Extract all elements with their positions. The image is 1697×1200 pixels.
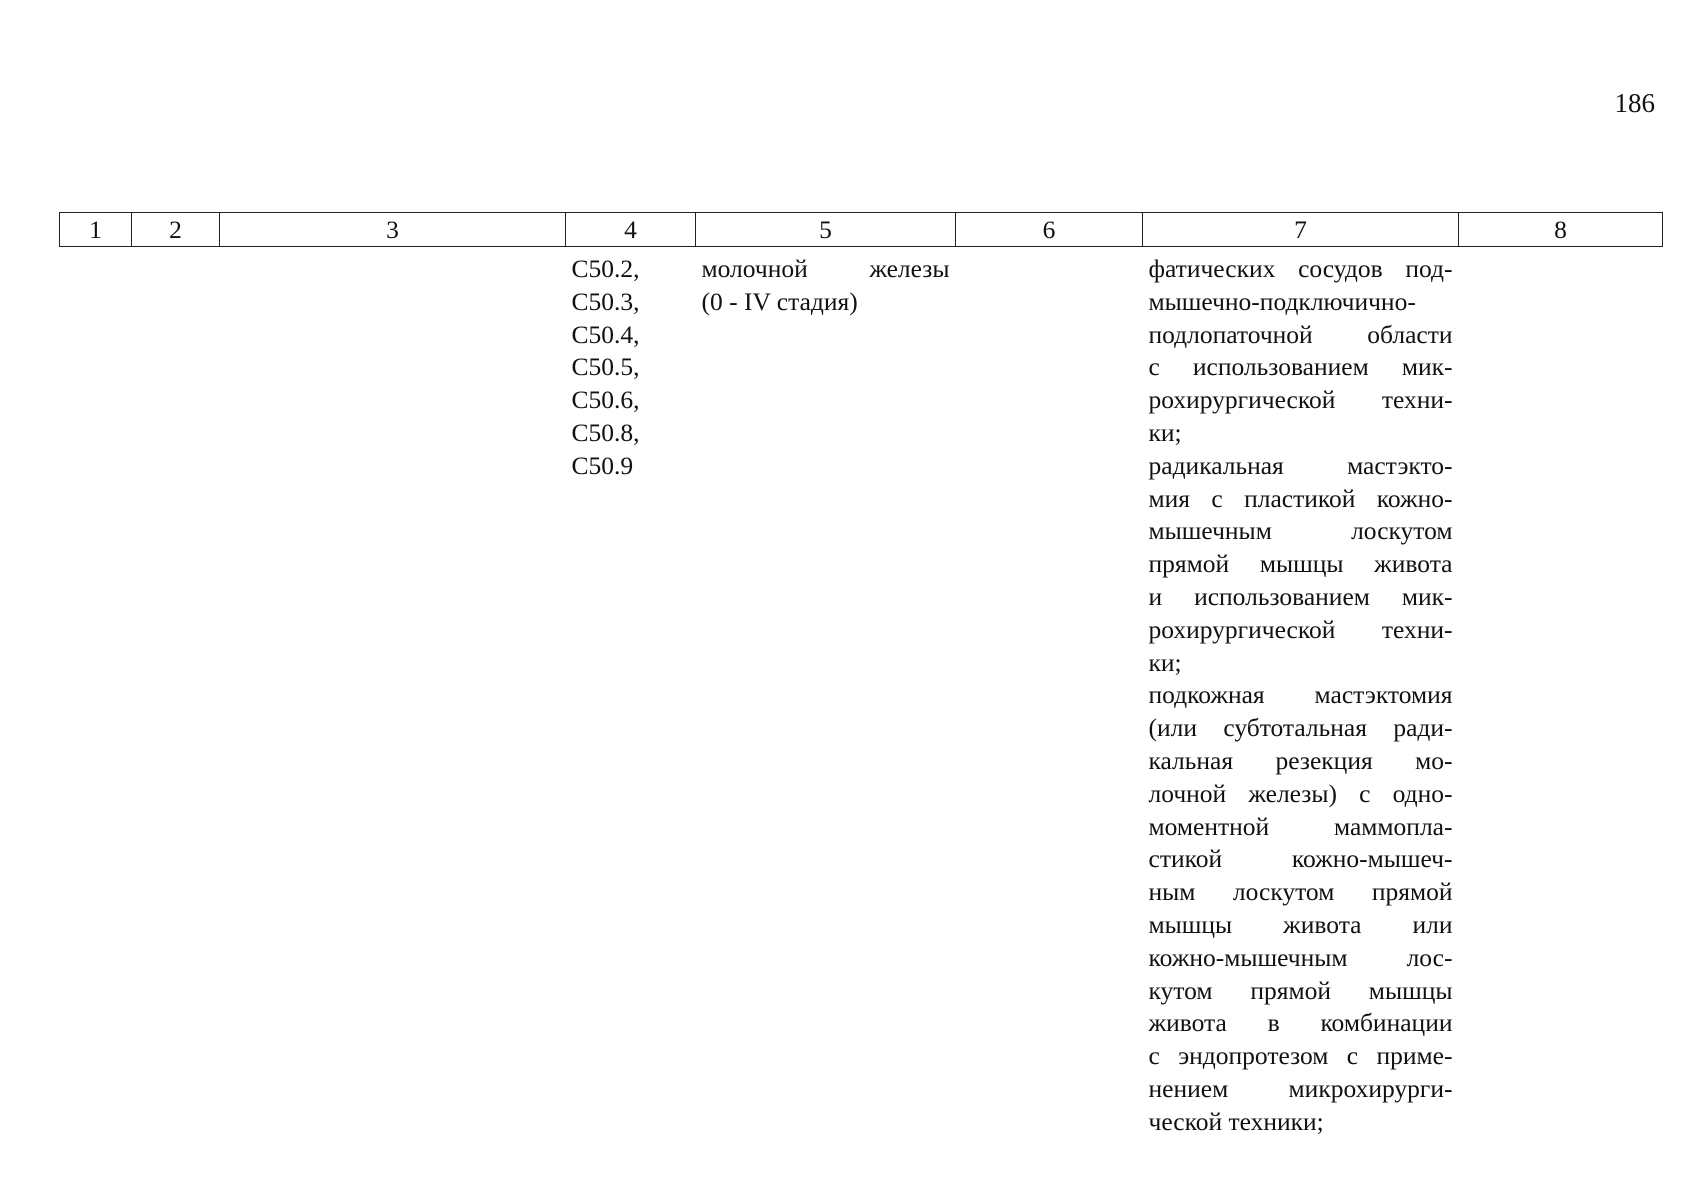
col7-line: лочной железы) с одно- bbox=[1148, 778, 1453, 808]
column-header-4: 4 bbox=[566, 213, 696, 247]
cell-col8 bbox=[1459, 247, 1663, 1139]
col7-line: фатических сосудов под- bbox=[1148, 254, 1453, 283]
col7-line: ным лоскутом прямой bbox=[1148, 877, 1453, 907]
col7-line: живота в комбинации bbox=[1148, 1008, 1453, 1038]
column-header-3: 3 bbox=[220, 213, 566, 247]
col7-line: рохирургической техни- bbox=[1148, 614, 1453, 644]
col7-line: мия с пластикой кожно- bbox=[1148, 483, 1453, 513]
col4-line: C50.6, bbox=[571, 385, 640, 415]
page-number: 186 bbox=[1614, 88, 1655, 118]
col7-line: ки; bbox=[1148, 647, 1182, 677]
col7-line: радикальная мастэкто- bbox=[1148, 450, 1453, 480]
diagnosis-text bbox=[702, 253, 950, 319]
cell-col6 bbox=[956, 247, 1143, 1139]
col7-line: ческой техники; bbox=[1148, 1106, 1324, 1136]
cell-col2 bbox=[132, 247, 220, 1139]
cell-col1 bbox=[60, 247, 132, 1139]
col7-line: мышечным лоскутом bbox=[1148, 516, 1453, 546]
col4-line: C50.2, bbox=[571, 254, 640, 283]
col4-line: C50.5, bbox=[571, 352, 640, 382]
column-header-1: 1 bbox=[60, 213, 132, 247]
col7-line: кутом прямой мышцы bbox=[1148, 975, 1453, 1005]
col7-line: с использованием мик- bbox=[1148, 352, 1453, 382]
col7-line: мышцы живота или bbox=[1148, 909, 1453, 939]
col7-line: кожно-мышечным лос- bbox=[1148, 942, 1453, 972]
table-row bbox=[60, 247, 1663, 1139]
icd-codes-list bbox=[572, 253, 690, 483]
treatment-methods-text bbox=[1149, 253, 1453, 1139]
col7-line: мышечно-подключично- bbox=[1148, 286, 1416, 316]
procedures-table bbox=[59, 212, 1663, 1139]
col7-line: кальная резекция мо- bbox=[1148, 745, 1453, 775]
column-header-2: 2 bbox=[132, 213, 220, 247]
cell-treatment-methods bbox=[1143, 247, 1459, 1139]
col5-line: (0 - IV стадия) bbox=[701, 286, 858, 316]
col5-line: молочной железы bbox=[701, 254, 950, 283]
column-header-5: 5 bbox=[696, 213, 956, 247]
col4-line: C50.3, bbox=[571, 286, 640, 316]
cell-icd-codes bbox=[566, 247, 696, 1139]
col7-line: прямой мышцы живота bbox=[1148, 549, 1453, 579]
column-header-6: 6 bbox=[956, 213, 1143, 247]
col7-line: стикой кожно-мышеч- bbox=[1148, 844, 1453, 874]
col7-line: и использованием мик- bbox=[1148, 581, 1453, 611]
cell-diagnosis bbox=[696, 247, 956, 1139]
col7-line: с эндопротезом с приме- bbox=[1148, 1041, 1453, 1071]
col7-line: нением микрохирурги- bbox=[1148, 1073, 1453, 1103]
col7-line: подкожная мастэктомия bbox=[1148, 680, 1453, 710]
col7-line: подлопаточной области bbox=[1148, 319, 1453, 349]
col4-line: C50.8, bbox=[571, 417, 640, 447]
column-header-7: 7 bbox=[1143, 213, 1459, 247]
col4-line: C50.4, bbox=[571, 319, 640, 349]
col4-line: C50.9 bbox=[571, 450, 634, 480]
cell-col3 bbox=[220, 247, 566, 1139]
col7-line: моментной маммопла- bbox=[1148, 811, 1453, 841]
col7-line: ки; bbox=[1148, 417, 1182, 447]
column-header-8: 8 bbox=[1459, 213, 1663, 247]
col7-line: (или субтотальная ради- bbox=[1148, 713, 1453, 743]
table-header-row bbox=[60, 213, 1663, 247]
col7-line: рохирургической техни- bbox=[1148, 385, 1453, 415]
